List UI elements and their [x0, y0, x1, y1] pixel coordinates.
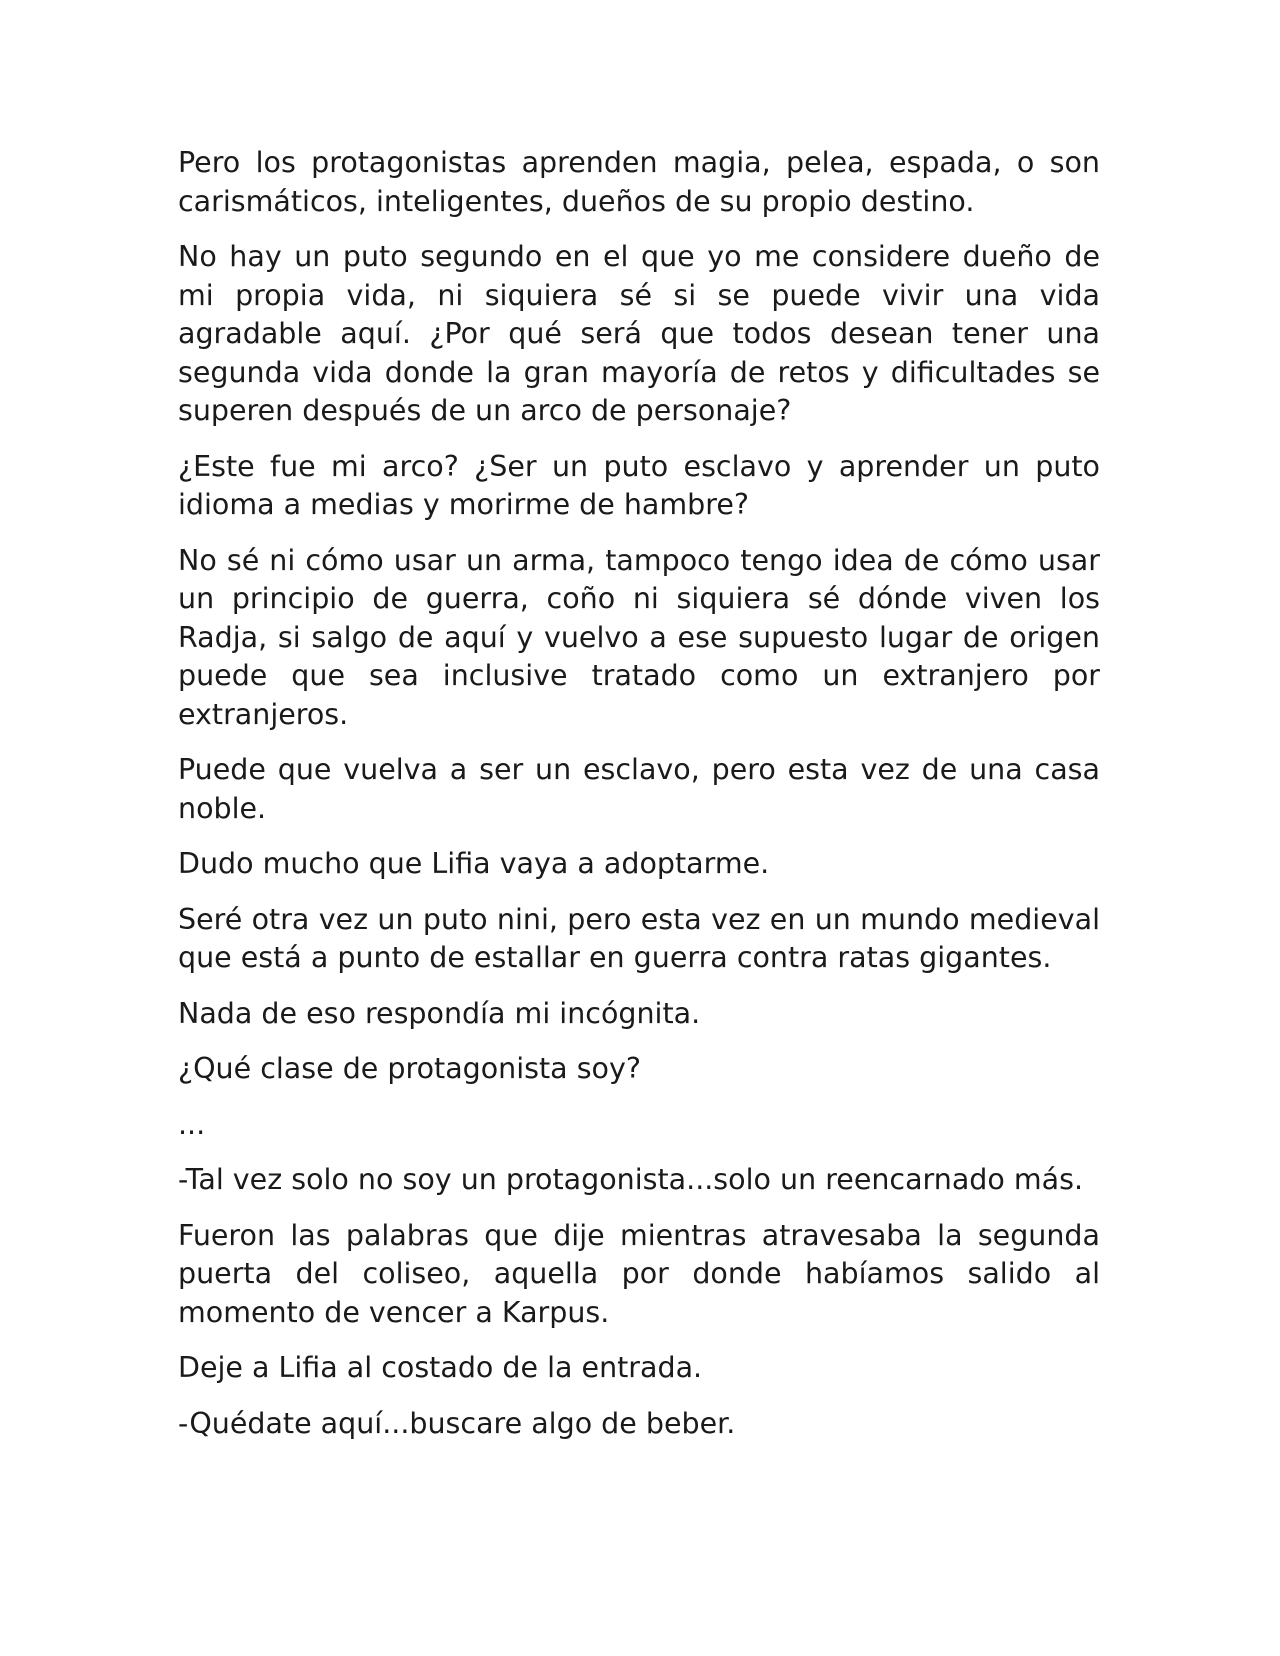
paragraph: Seré otra vez un puto nini, pero esta vez en un mundo medieval que está a punto de estallar en guerra contra ratas gigantes.: [178, 902, 1100, 974]
paragraph: -Tal vez solo no soy un protagonista...solo un reencarnado más.: [178, 1163, 1084, 1196]
paragraph: ¿Este fue mi arco? ¿Ser un puto esclavo y aprender un puto idioma a medias y morirme de hambre?: [178, 449, 1100, 521]
paragraph: Fueron las palabras que dije mientras atravesaba la segunda puerta del coliseo, aquella por donde habíamos salido al momento de vencer a Karpus.: [178, 1218, 1100, 1329]
paragraph: Puede que vuelva a ser un esclavo, pero esta vez de una casa noble.: [178, 753, 1100, 825]
paragraph: ...: [178, 1107, 206, 1141]
document-page: [178, 144, 1100, 1460]
paragraph: No sé ni cómo usar un arma, tampoco tengo idea de cómo usar un principio de guerra, coño ni siquiera sé dónde viven los Radja, si salgo de aquí y vuelvo a ese supuesto lugar de origen puede que sea inclusive tratado como un extranjero por extranjeros.: [178, 543, 1100, 731]
paragraph: Nada de eso respondía mi incógnita.: [178, 996, 701, 1030]
paragraph: Deje a Lifia al costado de la entrada.: [178, 1351, 703, 1384]
paragraph: Dudo mucho que Lifia vaya a adoptarme.: [178, 847, 770, 880]
paragraph: Pero los protagonistas aprenden magia, pelea, espada, o son carismáticos, inteligentes, dueños de su propio destino.: [178, 146, 1100, 218]
paragraph: ¿Qué clase de protagonista soy?: [178, 1052, 641, 1085]
paragraph: No hay un puto segundo en el que yo me considere dueño de mi propia vida, ni siquiera sé si se puede vivir una vida agradable aquí. ¿Por qué será que todos desean tener una segunda vida donde la gran mayoría de retos y dificultades se superen después de un arco de personaje?: [178, 240, 1100, 427]
paragraph: -Quédate aquí...buscare algo de beber.: [178, 1406, 736, 1440]
